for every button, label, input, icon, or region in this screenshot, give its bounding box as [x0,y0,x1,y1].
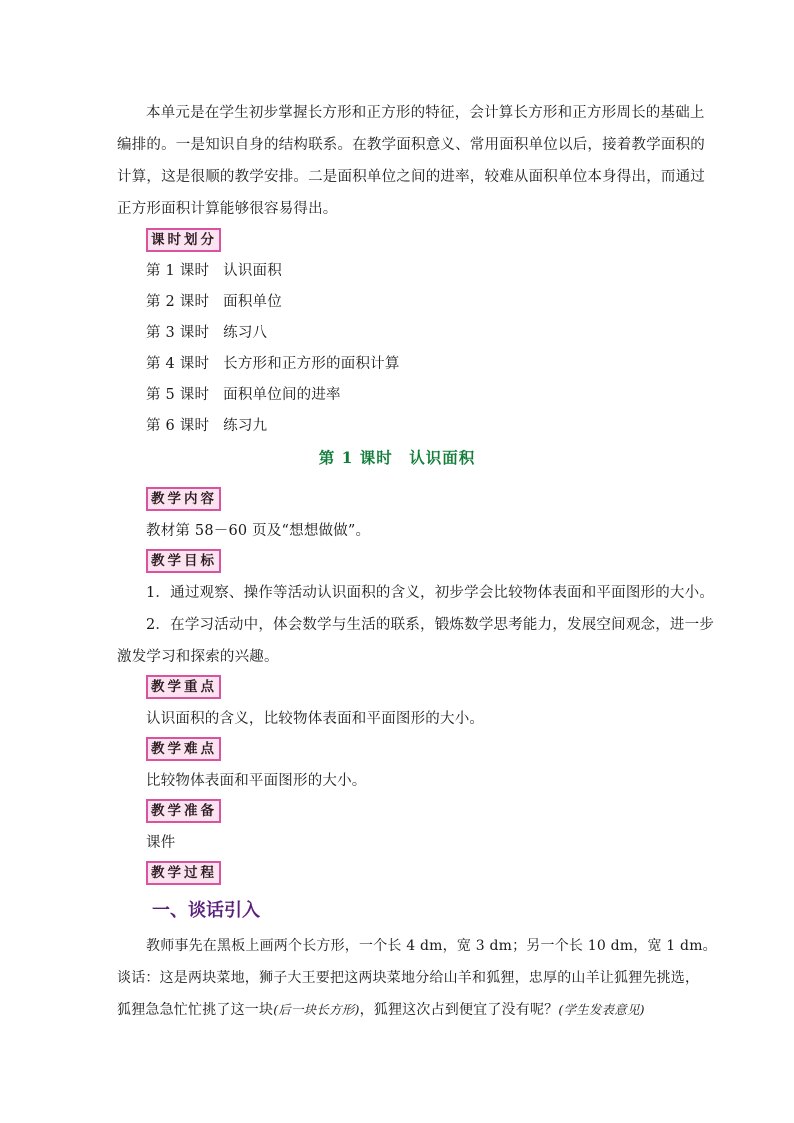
section-heading: 一、谈话引入 [152,900,260,921]
section-line-3-part-a: 狐狸急急忙忙挑了这一块 [117,1002,274,1018]
section-line-3 [117,999,645,1019]
schedule-period: 第 5 课时 [146,387,210,403]
section-line-1: 教师事先在黑板上画两个长方形，一个长 4 dm，宽 3 dm；另一个长 10 dm，宽 1 dm。 [146,938,717,954]
schedule-period: 第 3 课时 [146,325,210,341]
schedule-period: 第 2 课时 [146,294,210,310]
schedule-tag: 课时划分 [146,228,221,252]
goal-2-line-2: 激发学习和探索的兴趣。 [117,649,279,665]
section-line-2: 谈话：这是两块菜地，狮子大王要把这两块菜地分给山羊和狐狸，忠厚的山羊让狐狸先挑选， [117,970,700,986]
intro-line-1: 本单元是在学生初步掌握长方形和正方形的特征，会计算长方形和正方形周长的基础上 [146,105,705,121]
schedule-topic: 认识面积 [223,263,282,279]
schedule-topic: 面积单位间的进率 [223,387,341,403]
schedule-period: 第 1 课时 [146,263,210,279]
section-line-3-note-d: (学生发表意见) [558,1002,645,1017]
key-point-tag: 教学重点 [146,675,221,699]
preparation-tag: 教学准备 [146,799,221,823]
schedule-period: 第 4 课时 [146,356,210,372]
process-tag: 教学过程 [146,861,221,885]
teaching-content-text: 教材第 58－60 页及“想想做做”。 [146,523,371,539]
teaching-goals-tag: 教学目标 [146,549,221,573]
lesson-title: 第 1 课时 认识面积 [318,448,476,467]
intro-line-4: 正方形面积计算能够很容易得出。 [117,201,338,217]
schedule-item [146,259,282,280]
schedule-topic: 练习九 [223,418,268,434]
schedule-topic: 练习八 [223,325,268,341]
schedule-item [146,321,267,342]
schedule-period: 第 6 课时 [146,418,210,434]
schedule-item [146,383,341,404]
schedule-item [146,290,282,311]
goal-1: 1．通过观察、操作等活动认识面积的含义，初步学会比较物体表面和平面图形的大小。 [146,585,715,601]
preparation-text: 课件 [146,835,176,851]
key-point-text: 认识面积的含义，比较物体表面和平面图形的大小。 [146,711,485,727]
section-line-3-part-c: ，狐狸这次占到便宜了没有呢？ [359,1002,559,1018]
schedule-item [146,414,267,435]
intro-line-3: 计算，这是很顺的教学安排。二是面积单位之间的进率，较难从面积单位本身得出，而通过 [117,169,705,185]
difficulty-tag: 教学难点 [146,737,221,761]
goal-2-line-1: 2．在学习活动中，体会数学与生活的联系，锻炼数学思考能力，发展空间观念，进一步 [146,617,715,633]
schedule-topic: 面积单位 [223,294,282,310]
difficulty-text: 比较物体表面和平面图形的大小。 [146,773,367,789]
schedule-topic: 长方形和正方形的面积计算 [223,356,400,372]
teaching-content-tag: 教学内容 [146,487,221,511]
section-line-3-note-a: (后一块长方形) [273,1002,360,1017]
schedule-item [146,352,400,373]
intro-line-2: 编排的。一是知识自身的结构联系。在教学面积意义、常用面积单位以后，接着教学面积的 [117,137,705,153]
